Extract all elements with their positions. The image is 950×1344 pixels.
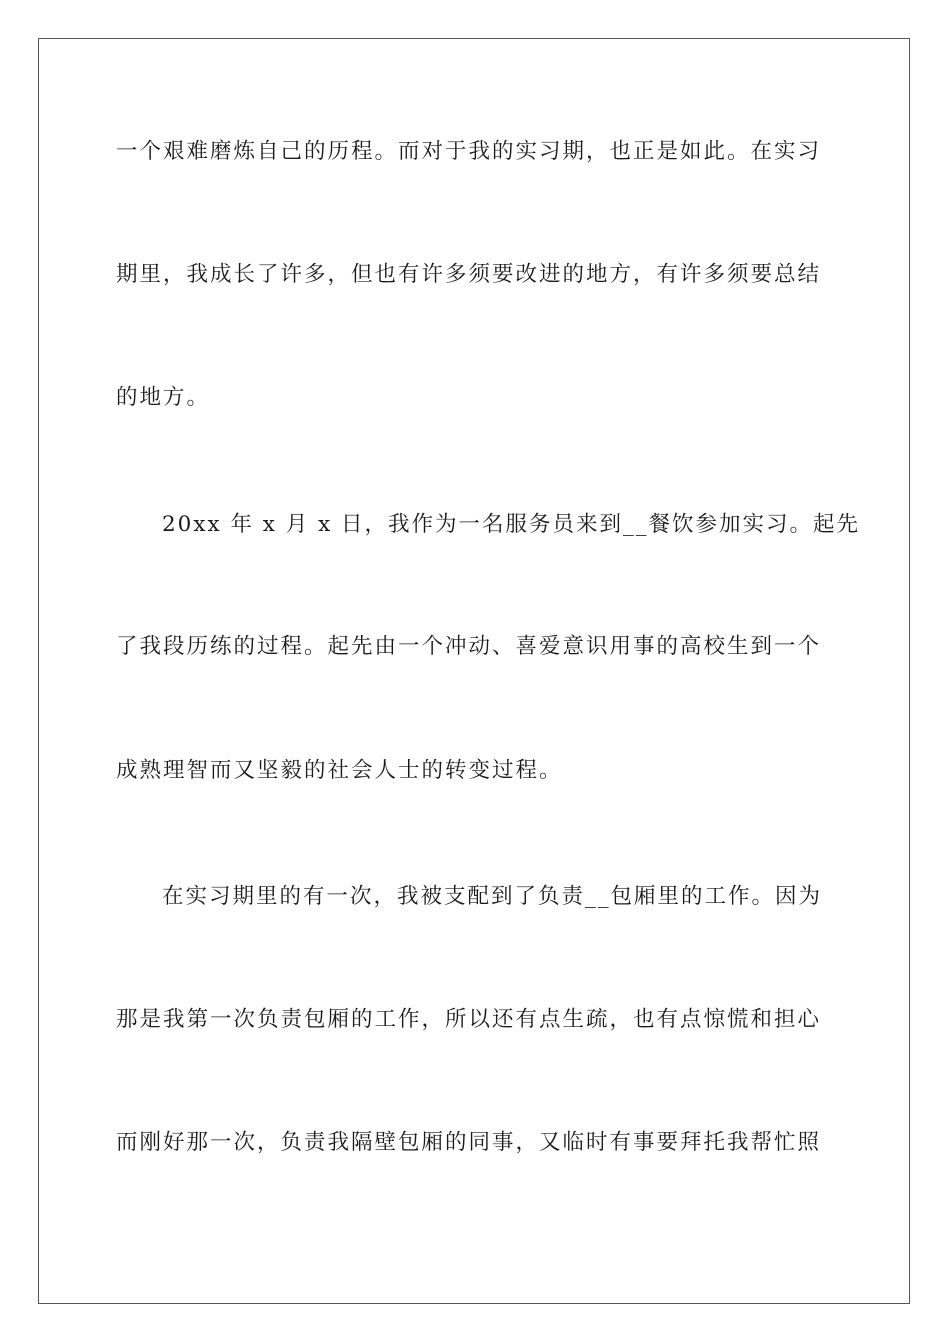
text-line-5: 了我段历练的过程。起先由一个冲动、喜爱意识用事的高校生到一个 xyxy=(116,634,822,659)
text-line-2: 期里，我成长了许多，但也有许多须要改进的地方，有许多须要总结 xyxy=(116,262,822,287)
text-line-6: 成熟理智而又坚毅的社会人士的转变过程。 xyxy=(116,758,563,783)
text-line-8: 那是我第一次负责包厢的工作，所以还有点生疏，也有点惊慌和担心 xyxy=(116,1007,822,1032)
text-line-9: 而刚好那一次，负责我隔壁包厢的同事，又临时有事要拜托我帮忙照 xyxy=(116,1130,822,1155)
text-line-7: 在实习期里的有一次，我被支配到了负责__包厢里的工作。因为 xyxy=(162,884,823,909)
text-line-3: 的地方。 xyxy=(116,385,211,410)
page-frame xyxy=(38,38,910,1304)
text-line-4: 20xx 年 x 月 x 日，我作为一名服务员来到__餐饮参加实习。起先 xyxy=(162,512,861,537)
text-line-1: 一个艰难磨炼自己的历程。而对于我的实习期，也正是如此。在实习 xyxy=(116,139,822,164)
